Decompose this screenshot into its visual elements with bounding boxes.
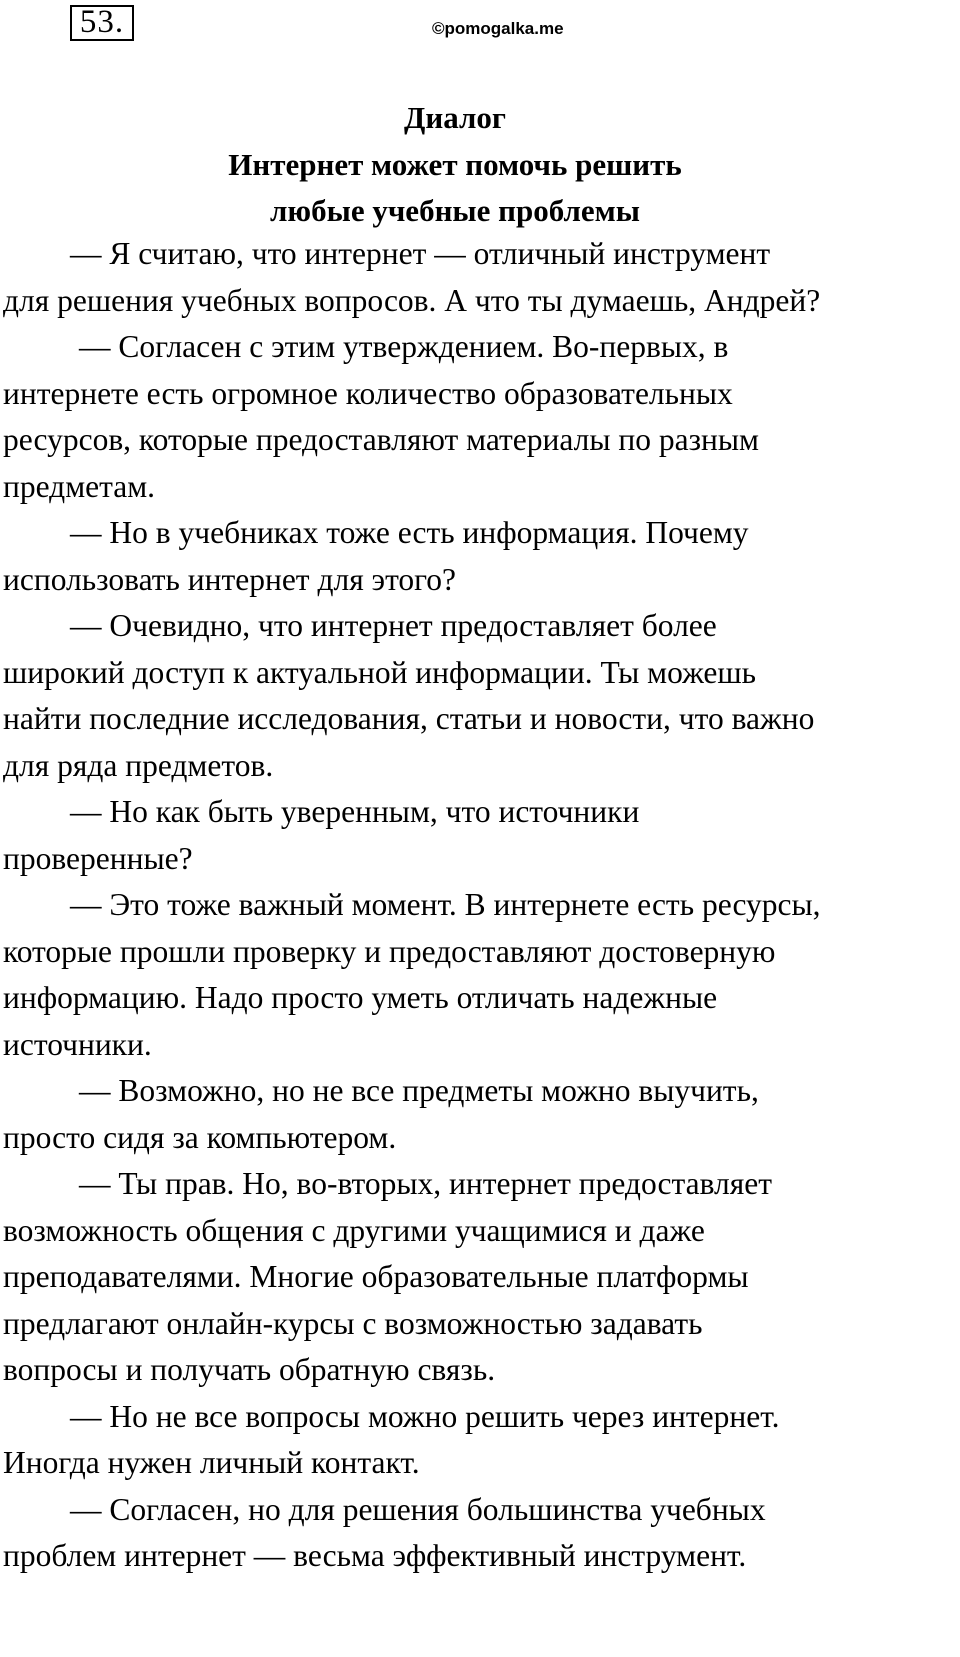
- text-line: для ряда предметов.: [3, 747, 274, 783]
- text-line: ресурсов, которые предоставляют материалы по разным: [3, 422, 759, 457]
- text-line: проблем интернет — весьма эффективный инструмент.: [3, 1538, 747, 1573]
- text-line: — Согласен с этим утверждением. Во-первых, в: [79, 329, 729, 364]
- text-line: вопросы и получать обратную связь.: [3, 1352, 496, 1387]
- text-line: проверенные?: [3, 840, 193, 876]
- text-line: просто сидя за компьютером.: [3, 1119, 397, 1155]
- text-line: интернете есть огромное количество образовательных: [3, 375, 733, 411]
- watermark: ©pomogalka.me: [432, 19, 564, 38]
- text-line: использовать интернет для этого?: [3, 561, 457, 597]
- text-line: — Ты прав. Но, во-вторых, интернет предоставляет: [79, 1166, 772, 1201]
- text-line: источники.: [3, 1026, 152, 1062]
- text-line: возможность общения с другими учащимися и даже: [3, 1212, 705, 1248]
- text-line: — Согласен, но для решения большинства учебных: [70, 1491, 766, 1527]
- title-block: [0, 95, 910, 235]
- text-line: которые прошли проверку и предоставляют достоверную: [3, 933, 776, 969]
- text-line: — Возможно, но не все предметы можно выучить,: [79, 1073, 759, 1108]
- text-line: — Но не все вопросы можно решить через интернет.: [70, 1398, 780, 1434]
- subheading-line: любые учебные проблемы: [270, 193, 640, 228]
- text-line: для решения учебных вопросов. А что ты думаешь, Андрей?: [3, 282, 821, 318]
- subheading-line: Интернет может помочь решить: [228, 146, 682, 182]
- text-line: найти последние исследования, статьи и новости, что важно: [3, 701, 815, 736]
- text-line: предметам.: [3, 468, 156, 504]
- text-line: — Очевидно, что интернет предоставляет более: [70, 608, 717, 643]
- text-line: — Это тоже важный момент. В интернете есть ресурсы,: [70, 887, 821, 922]
- page-header: [0, 0, 960, 60]
- text-line: преподавателями. Многие образовательные платформы: [3, 1259, 749, 1294]
- text-line: — Я считаю, что интернет — отличный инструмент: [70, 236, 771, 271]
- text-line: предлагают онлайн-курсы с возможностью задавать: [3, 1305, 703, 1341]
- text-line: Иногда нужен личный контакт.: [3, 1445, 420, 1480]
- text-line: — Но как быть уверенным, что источники: [70, 794, 640, 829]
- text-line: информацию. Надо просто уметь отличать надежные: [3, 980, 718, 1015]
- text-line: — Но в учебниках тоже есть информация. Почему: [70, 515, 749, 550]
- text-line: широкий доступ к актуальной информации. Ты можешь: [3, 654, 757, 690]
- task-number-box: 53.: [70, 5, 134, 41]
- dialog-text: [3, 231, 953, 1580]
- heading: Диалог: [404, 100, 506, 135]
